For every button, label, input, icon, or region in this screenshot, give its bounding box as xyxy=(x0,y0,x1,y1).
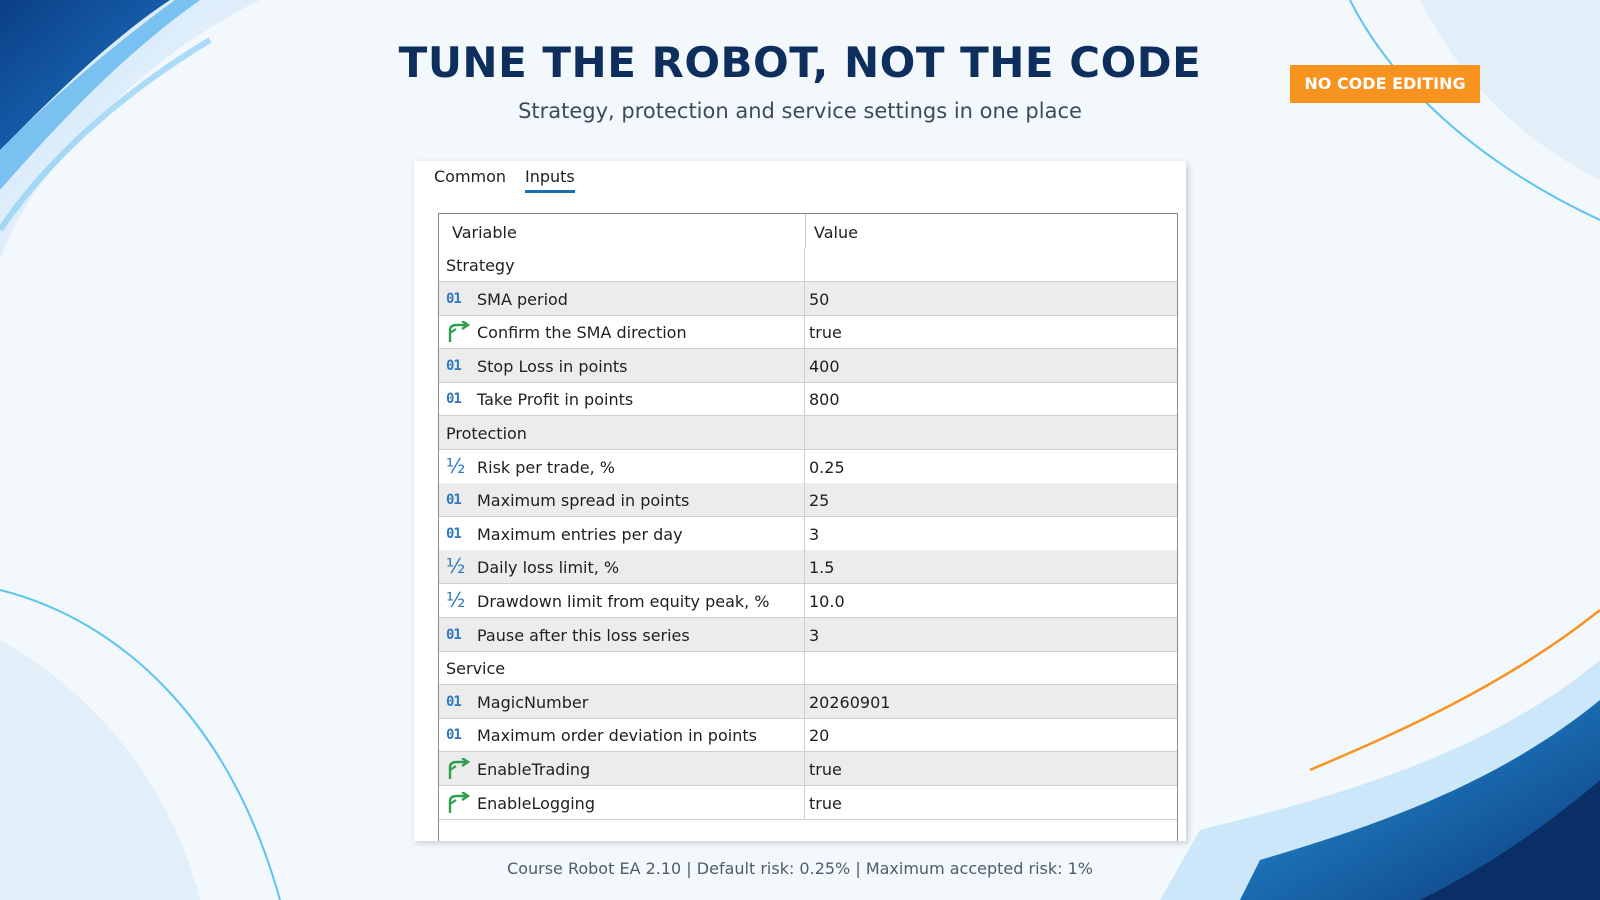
table-row[interactable] xyxy=(439,315,1177,349)
parameter-value[interactable]: 20260901 xyxy=(809,692,891,712)
parameter-value[interactable]: true xyxy=(809,323,842,343)
ea-properties-dialog xyxy=(414,161,1186,841)
parameter-name: Risk per trade, % xyxy=(477,457,615,477)
group-label: Service xyxy=(446,659,506,679)
table-row[interactable] xyxy=(439,282,1177,316)
table-row[interactable] xyxy=(439,382,1177,416)
double-icon: ½ xyxy=(446,588,466,612)
tab-inputs[interactable]: Inputs xyxy=(525,167,575,193)
parameter-name: Daily loss limit, % xyxy=(477,558,620,578)
parameter-value[interactable]: 3 xyxy=(809,524,820,544)
group-header-row[interactable] xyxy=(439,248,1177,282)
tab-common[interactable]: Common xyxy=(434,167,507,186)
parameter-name: Confirm the SMA direction xyxy=(477,323,687,343)
column-divider[interactable] xyxy=(805,214,806,248)
table-row[interactable] xyxy=(439,618,1177,652)
table-row[interactable] xyxy=(439,752,1177,786)
parameter-name: MagicNumber xyxy=(477,692,589,712)
int-icon: 01 xyxy=(446,525,461,542)
int-icon: 01 xyxy=(446,626,461,643)
int-icon: 01 xyxy=(446,727,461,744)
table-row[interactable] xyxy=(439,584,1177,618)
parameter-name: EnableLogging xyxy=(477,793,595,813)
table-row[interactable] xyxy=(439,517,1177,551)
table-row[interactable] xyxy=(439,483,1177,517)
parameter-name: Maximum entries per day xyxy=(477,524,683,544)
parameter-value[interactable]: 25 xyxy=(809,491,830,511)
int-icon: 01 xyxy=(446,693,461,710)
group-label: Protection xyxy=(446,424,527,443)
table-header xyxy=(439,214,1177,248)
column-header-value[interactable]: Value xyxy=(814,223,858,242)
parameter-value[interactable]: 20 xyxy=(809,726,830,746)
double-icon: ½ xyxy=(446,554,466,579)
parameter-value[interactable]: true xyxy=(809,793,842,813)
table-row[interactable] xyxy=(439,685,1177,719)
group-label: Strategy xyxy=(446,256,515,275)
no-code-editing-badge: NO CODE EDITING xyxy=(1290,65,1480,103)
tab-bar xyxy=(414,161,1186,195)
parameter-value[interactable]: 0.25 xyxy=(809,457,845,477)
table-row[interactable] xyxy=(439,550,1177,584)
footer-info: Course Robot EA 2.10 | Default risk: 0.25% | Maximum accepted risk: 1% xyxy=(507,859,1093,878)
parameter-value[interactable]: true xyxy=(809,760,842,779)
parameter-name: Take Profit in points xyxy=(477,390,634,410)
int-icon: 01 xyxy=(446,357,461,374)
int-icon: 01 xyxy=(446,391,461,408)
group-header-row[interactable] xyxy=(439,416,1177,450)
parameter-name: SMA period xyxy=(477,289,568,309)
table-row[interactable] xyxy=(439,786,1177,820)
bool-icon xyxy=(446,758,472,780)
parameter-name: Drawdown limit from equity peak, % xyxy=(477,592,770,611)
parameter-value[interactable]: 50 xyxy=(809,289,830,309)
column-header-variable[interactable]: Variable xyxy=(452,223,517,242)
parameter-value[interactable]: 400 xyxy=(809,356,840,376)
inputs-table xyxy=(438,213,1178,841)
parameter-name: Pause after this loss series xyxy=(477,625,690,645)
parameter-value[interactable]: 10.0 xyxy=(809,592,845,611)
parameter-value[interactable]: 800 xyxy=(809,390,840,410)
int-icon: 01 xyxy=(446,290,461,307)
parameter-name: Maximum order deviation in points xyxy=(477,726,757,746)
bool-icon xyxy=(446,792,472,814)
page-title: TUNE THE ROBOT, NOT THE CODE xyxy=(398,38,1202,87)
parameter-name: Stop Loss in points xyxy=(477,356,628,376)
parameter-value[interactable]: 3 xyxy=(809,625,820,645)
parameter-name: Maximum spread in points xyxy=(477,491,690,511)
table-row[interactable] xyxy=(439,349,1177,383)
group-header-row[interactable] xyxy=(439,651,1177,685)
double-icon: ½ xyxy=(446,453,466,478)
bool-icon xyxy=(446,321,472,343)
page-subtitle: Strategy, protection and service settings in one place xyxy=(518,99,1082,123)
parameter-name: EnableTrading xyxy=(477,760,591,779)
int-icon: 01 xyxy=(446,492,461,509)
table-row[interactable] xyxy=(439,450,1177,484)
table-row[interactable] xyxy=(439,718,1177,752)
parameter-value[interactable]: 1.5 xyxy=(809,558,835,578)
